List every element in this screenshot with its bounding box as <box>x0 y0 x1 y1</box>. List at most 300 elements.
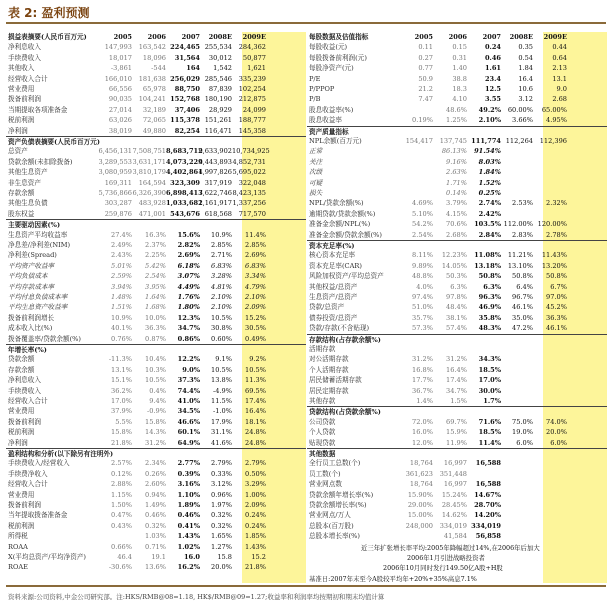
cell-value: 4.79% <box>245 282 266 291</box>
cell-value: 322,048 <box>238 178 266 187</box>
cell-value: 3.94% <box>111 282 132 291</box>
cell-value: 0.35 <box>518 43 533 52</box>
cell-value: 97.4% <box>412 293 433 301</box>
row-label: 活期存款 <box>309 345 336 353</box>
cell-value: 15.2% <box>245 313 266 322</box>
cell-value: 2.69% <box>245 251 266 260</box>
row-label: 准备金余额/NPL(%) <box>309 220 371 229</box>
cell-value: 2.10% <box>478 116 501 125</box>
table-row <box>6 230 306 240</box>
cell-value: 0.25% <box>478 189 501 197</box>
cell-value: 11.4% <box>245 230 266 239</box>
cell-value: 74.4% <box>177 386 200 395</box>
cell-value: 169,311 <box>104 178 132 187</box>
cell-value: 91.54% <box>474 147 501 156</box>
row-label: 居民定期存款 <box>309 386 349 395</box>
table-row <box>6 500 306 510</box>
section-header-row <box>307 240 607 251</box>
cell-value: 0.33% <box>211 469 232 478</box>
table-row <box>307 74 607 84</box>
row-label: 个人活期存款 <box>309 365 349 374</box>
cell-value: 6.3% <box>450 282 467 291</box>
cell-value: 2.78% <box>546 230 567 239</box>
section-header-row <box>6 219 306 230</box>
row-label: 营业网点/万人 <box>309 511 351 520</box>
cell-value: 2006 <box>448 33 467 41</box>
cell-value: 18.3 <box>452 85 467 93</box>
cell-value: 16.4 <box>518 74 533 83</box>
cell-value: 14.3% <box>145 428 166 437</box>
table-row <box>307 230 607 240</box>
table-title: 表 2: 盈利预测 <box>8 6 90 20</box>
cell-value: 13.1% <box>111 365 132 374</box>
cell-value: 1.51% <box>111 303 132 312</box>
cell-value: 18.5% <box>478 428 501 437</box>
cell-value: 30,012 <box>208 53 232 62</box>
cell-value: 0.19% <box>412 116 433 125</box>
cell-value: 97.0% <box>546 293 567 301</box>
row-label: 税前利润 <box>8 428 35 437</box>
cell-value: 16.8% <box>412 365 433 374</box>
cell-value: 1.43% <box>245 542 266 551</box>
cell-value: 70.6% <box>446 220 467 229</box>
row-label: P/PPOP <box>309 85 335 93</box>
cell-value: 20.0% <box>546 428 567 437</box>
cell-value: 11.43% <box>541 251 567 260</box>
cell-value: 27,014 <box>108 105 132 114</box>
cell-value: 10.9% <box>111 313 132 322</box>
row-label: 平均负债成本 <box>8 272 48 281</box>
row-label: 逾期贷款/贷款余额(%) <box>309 209 376 218</box>
cell-value: 32,189 <box>142 105 166 114</box>
cell-value: 9.0% <box>182 365 200 374</box>
cell-value: 48.8% <box>412 272 433 281</box>
cell-value: 31.1% <box>211 428 232 437</box>
table-row <box>307 63 607 73</box>
table-row <box>6 84 306 94</box>
row-label: 存款余额 <box>8 189 35 197</box>
table-row <box>307 94 607 104</box>
cell-value: 2.09% <box>245 303 266 312</box>
table-row <box>307 115 607 125</box>
cell-value: 15.6% <box>177 230 200 239</box>
row-label: 资产负债表摘要(人民币百万元) <box>8 138 100 146</box>
row-label: 营业网点数 <box>309 480 342 489</box>
cell-value: 30.5% <box>245 324 266 333</box>
cell-value: 14.62% <box>441 511 467 520</box>
row-label: 平均生息资产收益率 <box>8 303 68 312</box>
cell-value: 303,287 <box>104 199 132 208</box>
cell-value: 0.26% <box>145 469 166 478</box>
cell-value: 6.0% <box>550 438 567 447</box>
row-label: 年增长率(%) <box>8 346 47 354</box>
table-row <box>6 302 306 312</box>
cell-value: 49.2% <box>478 105 501 114</box>
left-panel <box>6 32 306 583</box>
row-label: 手续费净收入 <box>8 469 48 478</box>
cell-value: 0.24% <box>245 521 266 530</box>
cell-value: 2.82% <box>177 241 200 249</box>
row-label: 其他存款 <box>309 397 336 405</box>
cell-value: 188,777 <box>238 116 266 125</box>
cell-value: 1.64% <box>145 293 166 301</box>
cell-value: 13.6% <box>145 563 166 572</box>
cell-value: 137,745 <box>439 137 467 145</box>
cell-value: 56,858 <box>475 532 501 541</box>
row-label: 营业费用 <box>8 407 35 416</box>
cell-value: 116,471 <box>204 126 232 135</box>
cell-value: 4,443,893 <box>198 157 232 166</box>
cell-value: 212,875 <box>238 95 266 104</box>
cell-value: 351,448 <box>439 469 467 478</box>
cell-value: 72,065 <box>142 116 166 125</box>
cell-value: 2.63% <box>446 168 467 177</box>
cell-value: 46.6% <box>177 417 200 426</box>
cell-value: 4.95% <box>546 116 567 125</box>
row-label: 每股净资产(元) <box>309 64 354 73</box>
cell-value: 4,852,731 <box>232 157 266 166</box>
row-label: 营业费用 <box>8 490 35 499</box>
cell-value: 12.0% <box>412 438 433 447</box>
cell-value: 180,190 <box>204 95 232 104</box>
row-label: 其他权益/总资产 <box>309 282 358 291</box>
row-label: 盈利结构和分析(以下除另有注明外) <box>8 450 114 458</box>
cell-value: 8,683,712 <box>166 147 203 156</box>
cell-value: 14.05% <box>441 261 467 270</box>
top-rule <box>6 22 606 24</box>
cell-value: 10.9% <box>211 230 232 239</box>
cell-value: 2.69% <box>177 251 200 260</box>
cell-value: 11.5% <box>211 397 232 405</box>
table-row <box>307 105 607 115</box>
cell-value: 50.8% <box>546 272 567 281</box>
table-row <box>6 240 306 250</box>
table-row <box>6 427 306 437</box>
cell-value: -3,861 <box>110 64 132 73</box>
row-label: NPL/贷款余额(%) <box>309 199 364 208</box>
row-label: 税前利润 <box>8 521 35 530</box>
table-row <box>307 198 607 208</box>
cell-value: 0.46% <box>177 511 200 520</box>
cell-value: 145,358 <box>238 126 266 135</box>
cell-value: 3.12 <box>518 95 533 104</box>
row-label: 总资产 <box>8 147 28 156</box>
cell-value: 2.68 <box>552 95 567 104</box>
section-header-row <box>307 406 607 417</box>
table-row <box>6 126 306 136</box>
cell-value: 0.41% <box>177 521 200 530</box>
cell-value: 3.12% <box>211 480 232 489</box>
cell-value: 14.67% <box>474 490 501 499</box>
cell-value: 66,556 <box>108 85 132 93</box>
table-row <box>6 334 306 344</box>
cell-value: 154,417 <box>405 137 433 145</box>
table-row <box>6 105 306 115</box>
cell-value: 34.7% <box>446 386 467 395</box>
cell-value: 46.4 <box>117 553 132 561</box>
cell-value: 120.00% <box>537 220 567 229</box>
cell-value: 17.9% <box>211 417 232 426</box>
row-label: X(平均总资产/平均净资产) <box>8 553 86 561</box>
cell-value: 4,997,826 <box>198 168 232 177</box>
cell-value: 65,978 <box>142 85 166 93</box>
row-label: 净息差/净利差(NIM) <box>8 241 71 249</box>
cell-value: 9.16% <box>446 157 467 166</box>
cell-value: 36.3% <box>546 313 567 322</box>
row-label: 税前利润 <box>8 116 35 125</box>
cell-value: 19.1 <box>151 553 166 561</box>
cell-value: 9,633,902 <box>198 147 232 156</box>
cell-value: 87,839 <box>208 85 232 93</box>
cell-value: 38.8 <box>452 74 467 83</box>
row-label: 风险加权资产/平均总资产 <box>309 272 384 281</box>
cell-value: 0.77 <box>418 64 433 73</box>
cell-value: 10.0% <box>145 313 166 322</box>
cell-value: 2.84% <box>478 230 501 239</box>
cell-value: 51.0% <box>412 303 433 312</box>
cell-value: 10.6 <box>518 85 533 93</box>
cell-value: 9.1% <box>215 355 232 364</box>
cell-value: 0.32% <box>145 521 166 530</box>
cell-value: 255,534 <box>204 43 232 52</box>
row-label: 次级 <box>309 168 323 177</box>
row-label: 平均存款成本率 <box>8 282 55 291</box>
cell-value: 18,764 <box>409 480 433 489</box>
cell-value: 181,638 <box>138 74 166 83</box>
table-row <box>6 562 306 572</box>
table-row <box>307 136 607 146</box>
table-row <box>6 167 306 177</box>
cell-value: 543,676 <box>170 209 200 218</box>
row-label: 平均付息负债成本率 <box>8 293 68 301</box>
row-label: NPL余额(百万元) <box>309 137 362 145</box>
cell-value: 16.2% <box>177 563 200 572</box>
row-label: 拨备前利润 <box>8 95 41 104</box>
cell-value: 12.5 <box>484 85 501 93</box>
cell-value: 111,774 <box>471 137 501 145</box>
cell-value: 164,594 <box>138 178 166 187</box>
cell-value: 5,736,866 <box>98 189 132 197</box>
cell-value: 1.10% <box>177 490 200 499</box>
cell-value: 16,997 <box>443 480 467 489</box>
cell-value: 323,309 <box>170 178 200 187</box>
row-label: 损益表摘要(人民币百万元) <box>8 33 87 41</box>
cell-value: 17.4% <box>446 376 467 385</box>
row-label: 拨备前利润增长 <box>8 313 55 322</box>
cell-value: 2.68% <box>446 230 467 239</box>
table-row <box>307 219 607 229</box>
table-row <box>307 469 607 479</box>
table-row <box>6 282 306 292</box>
row-label: 当年提取拨备准备金 <box>8 511 68 520</box>
cell-value: 2.54% <box>145 272 166 281</box>
cell-value: 1.68% <box>145 303 166 312</box>
row-label: P/E <box>309 74 321 83</box>
cell-value: 16.0 <box>183 553 200 561</box>
row-label: 贷款/总资产 <box>309 303 345 312</box>
table-row <box>307 53 607 63</box>
cell-value: 23.4 <box>484 74 501 83</box>
cell-value: 57.4% <box>446 324 467 333</box>
table-row <box>6 146 306 156</box>
table-row <box>307 42 607 52</box>
cell-value: 166,010 <box>104 74 132 83</box>
cell-value: 2.25% <box>145 251 166 260</box>
row-label: 总股本(百万股) <box>309 521 354 530</box>
cell-value: 13.10% <box>507 261 533 270</box>
row-label: 贴现贷款 <box>309 438 336 447</box>
cell-value: 60.00% <box>507 105 533 114</box>
cell-value: 29.00% <box>407 501 433 509</box>
cell-value: 2.77% <box>177 459 200 468</box>
cell-value: 6.83% <box>245 261 266 270</box>
cell-value: 2.43% <box>111 251 132 260</box>
cell-value: 16.4% <box>446 365 467 374</box>
cell-value: 104,241 <box>138 95 166 104</box>
row-label: 手续费收入/经营收入 <box>8 459 70 468</box>
table-row <box>307 271 607 281</box>
table-row <box>6 32 306 42</box>
cell-value: 2007 <box>482 33 501 41</box>
note-line: 近三年扩张增长率平均:2005年降幅超过14%,在2006年后加大 <box>361 544 540 552</box>
cell-value: 13.20% <box>541 261 567 270</box>
cell-value: 483,928 <box>138 199 166 208</box>
cell-value: 5,695,022 <box>232 168 266 177</box>
cell-value: 19.0% <box>512 428 533 437</box>
cell-value: 0.46% <box>145 511 166 520</box>
row-label: 员工数(个) <box>309 469 341 478</box>
cell-value: 30.0% <box>478 386 501 395</box>
row-label: 其他收入 <box>8 64 35 73</box>
table-row <box>6 198 306 208</box>
table-row <box>6 323 306 333</box>
cell-value: 8.11% <box>412 251 433 260</box>
row-label: 手续费收入 <box>8 53 41 62</box>
table-row <box>6 42 306 52</box>
cell-value: 0.66% <box>111 542 132 551</box>
cell-value: 50.3% <box>446 272 467 281</box>
cell-value: 10.5% <box>211 313 232 322</box>
cell-value: 1.27% <box>211 542 232 551</box>
cell-value: 2007 <box>181 33 200 41</box>
cell-value: 1.50% <box>111 501 132 509</box>
row-label: 资产质量指标 <box>309 127 349 136</box>
table-row <box>307 427 607 437</box>
cell-value: 3,080,959 <box>98 168 132 177</box>
cell-value: 30.8% <box>211 324 232 333</box>
cell-value: 2.09% <box>245 501 266 509</box>
table-row <box>6 542 306 552</box>
cell-value: 48.3% <box>478 324 501 333</box>
cell-value: 1.43% <box>177 532 200 541</box>
cell-value: 2.59% <box>111 272 132 281</box>
cell-value: 49,880 <box>142 126 166 135</box>
cell-value: -1.0% <box>213 407 232 416</box>
bottom-rule <box>6 585 606 587</box>
cell-value: -11.3% <box>108 355 132 364</box>
cell-value: 18,764 <box>409 459 433 468</box>
cell-value: 16.0% <box>412 428 433 437</box>
row-label: 贷款/存款(不含贴现) <box>309 324 370 333</box>
cell-value: 13.1 <box>552 74 567 83</box>
table-row <box>6 354 306 364</box>
cell-value: 15.1% <box>111 376 132 385</box>
cell-value: 2008E <box>509 33 533 41</box>
table-row <box>6 531 306 541</box>
cell-value: 18,096 <box>142 53 166 62</box>
cell-value: 50,877 <box>242 53 266 62</box>
row-label: 正常 <box>309 147 323 156</box>
cell-value: 12.2% <box>177 355 200 364</box>
cell-value: 0.50% <box>245 469 266 478</box>
cell-value: 57.3% <box>412 324 433 333</box>
cell-value: 8,423,135 <box>232 189 266 197</box>
cell-value: 1.5% <box>450 397 467 405</box>
row-label: 可疑 <box>309 178 323 187</box>
cell-value: 14.20% <box>474 511 501 520</box>
cell-value: 2.79% <box>245 459 266 468</box>
cell-value: 2.53% <box>512 199 533 208</box>
row-label: 存款余额 <box>8 365 35 374</box>
cell-value: 1.76% <box>177 293 200 301</box>
row-label: 公司贷款 <box>309 417 336 426</box>
table-row <box>307 510 607 520</box>
cell-value: 63,026 <box>108 116 132 125</box>
cell-value: 6.4% <box>516 282 533 291</box>
row-label: 资本充足率(%) <box>309 242 355 250</box>
cell-value: 0.39% <box>177 469 200 478</box>
cell-value: 0.60% <box>211 334 232 343</box>
cell-value: 21.8% <box>245 563 266 572</box>
cell-value: 96.3% <box>478 293 501 301</box>
cell-value: 164 <box>186 64 200 73</box>
cell-value: 36.2% <box>111 386 132 395</box>
cell-value: 6.0% <box>516 438 533 447</box>
table-row <box>6 292 306 302</box>
cell-value: 112.00% <box>503 220 533 229</box>
cell-value: 4.69% <box>412 199 433 208</box>
source-footnote: 资料来源:公司资料,中金公司研究部。注:HKS/RMB@08=1.18, HK$/RMB@09=1.27;收益率和利润率均按期初和期末均值计算 <box>8 593 385 601</box>
cell-value: 0.96% <box>211 490 232 499</box>
table-row <box>6 313 306 323</box>
section-header-row <box>307 126 607 137</box>
table-row <box>6 261 306 271</box>
cell-value: 147,993 <box>104 43 132 52</box>
cell-value: 10,734,925 <box>232 147 270 156</box>
cell-value: 1.4% <box>416 397 433 405</box>
cell-value: 3,289,553 <box>98 157 132 166</box>
table-row <box>6 438 306 448</box>
cell-value: 618,568 <box>204 209 232 218</box>
cell-value: 16,588 <box>475 480 501 489</box>
cell-value: 64.9% <box>177 438 200 447</box>
cell-value: 361,623 <box>405 469 433 478</box>
cell-value: 2.71% <box>211 251 232 260</box>
cell-value: 31.2% <box>446 355 467 364</box>
table-row <box>307 500 607 510</box>
cell-value: 2.85% <box>211 241 232 249</box>
cell-value: 47.2% <box>512 324 533 333</box>
cell-value: 35.8% <box>478 313 501 322</box>
table-row <box>307 282 607 292</box>
row-label: ROAA <box>8 542 28 551</box>
row-label: 损失 <box>309 189 323 197</box>
cell-value: 3.07% <box>177 272 200 281</box>
cell-value: 4.49% <box>177 282 200 291</box>
cell-value: 17.0% <box>478 376 501 385</box>
cell-value: 3.55 <box>484 95 501 104</box>
cell-value: 24,099 <box>242 105 266 114</box>
